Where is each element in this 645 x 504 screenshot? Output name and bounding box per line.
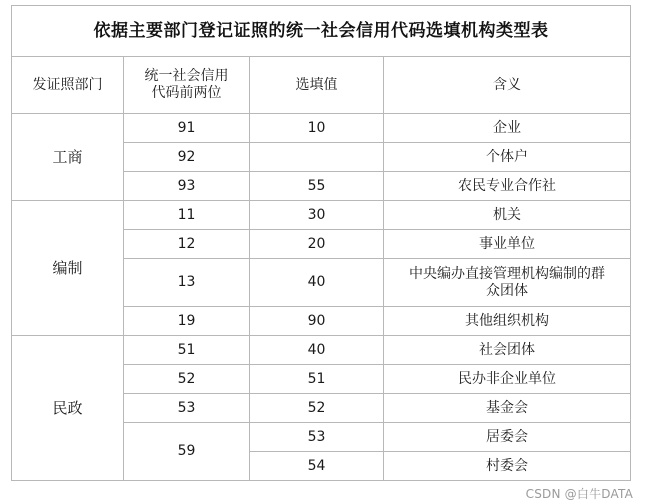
code-cell: 53 [124, 394, 250, 423]
header-dept: 发证照部门 [12, 57, 124, 114]
meaning-cell: 其他组织机构 [384, 307, 631, 336]
table-row [12, 201, 631, 230]
code-cell: 91 [124, 114, 250, 143]
value-cell: 52 [250, 394, 384, 423]
value-cell: 10 [250, 114, 384, 143]
table-row [12, 114, 631, 143]
header-value: 选填值 [250, 57, 384, 114]
table-row [12, 336, 631, 365]
meaning-cell: 个体户 [384, 143, 631, 172]
value-cell: 30 [250, 201, 384, 230]
meaning-cell: 民办非企业单位 [384, 365, 631, 394]
value-cell: 55 [250, 172, 384, 201]
dept-cell-minzheng: 民政 [12, 336, 124, 481]
value-cell: 51 [250, 365, 384, 394]
code-cell: 51 [124, 336, 250, 365]
value-cell: 20 [250, 230, 384, 259]
value-cell: 90 [250, 307, 384, 336]
code-cell: 93 [124, 172, 250, 201]
meaning-cell: 农民专业合作社 [384, 172, 631, 201]
meaning-cell: 社会团体 [384, 336, 631, 365]
meaning-cell: 企业 [384, 114, 631, 143]
header-code-line2: 代码前两位 [151, 85, 222, 101]
value-cell: 40 [250, 336, 384, 365]
code-cell: 12 [124, 230, 250, 259]
code-cell: 52 [124, 365, 250, 394]
header-code-line1: 统一社会信用 [144, 68, 229, 84]
code-cell: 13 [124, 259, 250, 307]
code-cell: 11 [124, 201, 250, 230]
meaning-cell: 村委会 [384, 452, 631, 481]
header-code-prefix [124, 57, 250, 114]
header-meaning: 含义 [384, 57, 631, 114]
meaning-cell: 居委会 [384, 423, 631, 452]
meaning-cell: 基金会 [384, 394, 631, 423]
meaning-cell: 事业单位 [384, 230, 631, 259]
code-cell: 59 [124, 423, 250, 481]
code-cell: 92 [124, 143, 250, 172]
meaning-cell [384, 259, 631, 307]
code-cell: 19 [124, 307, 250, 336]
meaning-cell: 机关 [384, 201, 631, 230]
csdn-watermark: CSDN @白牛DATA [525, 487, 633, 501]
value-cell: 53 [250, 423, 384, 452]
table-title: 依据主要部门登记证照的统一社会信用代码选填机构类型表 [12, 6, 631, 57]
code-type-table-sheet [11, 5, 630, 494]
value-cell [250, 143, 384, 172]
header-row [12, 57, 631, 114]
code-type-table [11, 5, 631, 481]
meaning-line1: 中央编办直接管理机构编制的群 [409, 265, 605, 282]
meaning-line2: 众团体 [486, 282, 528, 299]
value-cell: 54 [250, 452, 384, 481]
dept-cell-gongshang: 工商 [12, 114, 124, 201]
dept-cell-bianzhi: 编制 [12, 201, 124, 336]
value-cell: 40 [250, 259, 384, 307]
